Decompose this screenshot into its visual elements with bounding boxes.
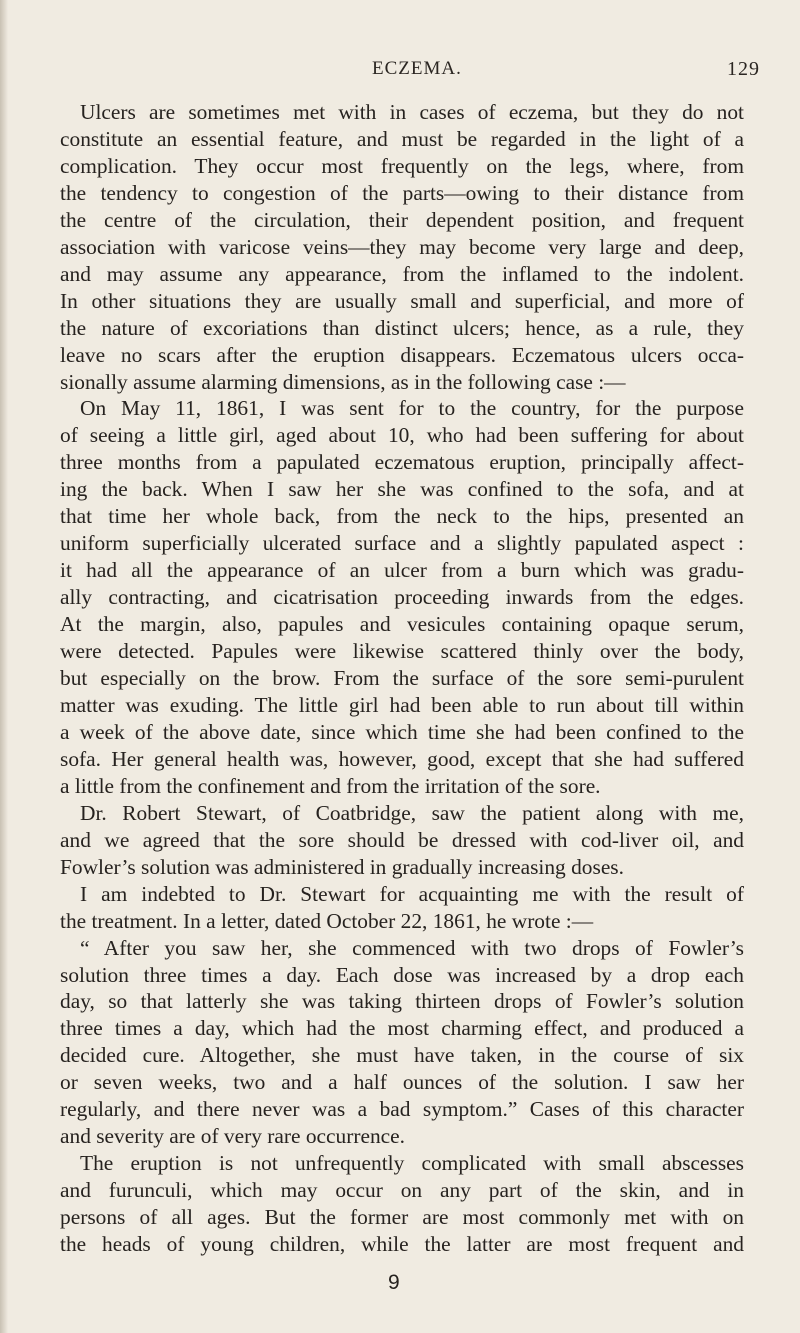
text-line: and may assume any appearance, from the inflamed to the indolent. <box>60 261 744 286</box>
text-line: and severity are of very rare occurrence. <box>60 1124 406 1149</box>
text-line: and furunculi, which may occur on any part of the skin, and in <box>60 1178 744 1203</box>
text-line: a little from the confinement and from the irritation of the sore. <box>60 773 601 798</box>
page-binding-edge <box>0 0 8 1333</box>
text-line: sionally assume alarming dimensions, as in the following case :— <box>60 369 626 394</box>
text-line: it had all the appearance of an ulcer from a burn which was gradu- <box>60 558 744 583</box>
text-line: or seven weeks, two and a half ounces of the solution. I saw her <box>60 1070 744 1095</box>
running-head: ECZEMA. <box>372 58 462 79</box>
text-line: On May 11, 1861, I was sent for to the country, for the purpose <box>80 396 744 421</box>
text-line: of seeing a little girl, aged about 10, who had been suffering for about <box>60 423 744 448</box>
text-line: the treatment. In a letter, dated October 22, 1861, he wrote :— <box>60 908 594 933</box>
text-line: the heads of young children, while the latter are most frequent and <box>60 1232 744 1257</box>
page-number: 129 <box>727 58 760 80</box>
text-line: complication. They occur most frequently on the legs, where, from <box>60 153 744 178</box>
text-line: Ulcers are sometimes met with in cases of eczema, but they do not <box>80 100 744 124</box>
text-line: uniform superficially ulcerated surface and a slightly papulated aspect : <box>60 531 744 556</box>
text-line: “ After you saw her, she commenced with two drops of Fowler’s <box>80 935 744 960</box>
text-line: I am indebted to Dr. Stewart for acquainting me with the result of <box>80 881 744 906</box>
text-line: day, so that latterly she was taking thirteen drops of Fowler’s solution <box>60 989 744 1014</box>
text-line: matter was exuding. The little girl had been able to run about till within <box>60 692 744 717</box>
text-line: three times a day, which had the most charming effect, and produced a <box>60 1016 744 1041</box>
text-line: Dr. Robert Stewart, of Coatbridge, saw the patient along with me, <box>80 800 744 825</box>
text-line: the tendency to congestion of the parts—owing to their distance from <box>60 180 744 205</box>
body-text <box>60 99 744 1258</box>
text-line: sofa. Her general health was, however, good, except that she had suffered <box>60 746 744 771</box>
text-line: ing the back. When I saw her she was confined to the sofa, and at <box>60 477 744 502</box>
text-line: Fowler’s solution was administered in gradually increasing doses. <box>60 854 624 879</box>
text-line: leave no scars after the eruption disappears. Eczematous ulcers occa- <box>60 342 744 367</box>
page-header <box>60 58 760 86</box>
text-line: but especially on the brow. From the surface of the sore semi-purulent <box>60 666 744 691</box>
text-line: ally contracting, and cicatrisation proceeding inwards from the edges. <box>60 585 744 610</box>
text-line: solution three times a day. Each dose was increased by a drop each <box>60 962 744 987</box>
text-line: association with varicose veins—they may become very large and deep, <box>60 234 744 259</box>
text-line: decided cure. Altogether, she must have taken, in the course of six <box>60 1043 744 1068</box>
text-line: the centre of the circulation, their dependent position, and frequent <box>60 207 744 232</box>
text-line: three months from a papulated eczematous eruption, principally affect- <box>60 450 744 475</box>
text-line: regularly, and there never was a bad symptom.” Cases of this character <box>60 1097 744 1122</box>
text-line: that time her whole back, from the neck to the hips, presented an <box>60 504 744 529</box>
text-line: persons of all ages. But the former are most commonly met with on <box>60 1205 744 1230</box>
text-line: In other situations they are usually small and superficial, and more of <box>60 288 744 313</box>
signature-mark: 9 <box>388 1271 400 1294</box>
text-line: constitute an essential feature, and must be regarded in the light of a <box>60 126 744 151</box>
text-line: a week of the above date, since which time she had been confined to the <box>60 719 744 744</box>
text-line: At the margin, also, papules and vesicules containing opaque serum, <box>60 612 744 637</box>
text-line: were detected. Papules were likewise scattered thinly over the body, <box>60 639 744 664</box>
text-line: The eruption is not unfrequently complicated with small abscesses <box>80 1151 744 1176</box>
text-line: and we agreed that the sore should be dressed with cod-liver oil, and <box>60 827 744 852</box>
text-line: the nature of excoriations than distinct ulcers; hence, as a rule, they <box>60 315 744 340</box>
